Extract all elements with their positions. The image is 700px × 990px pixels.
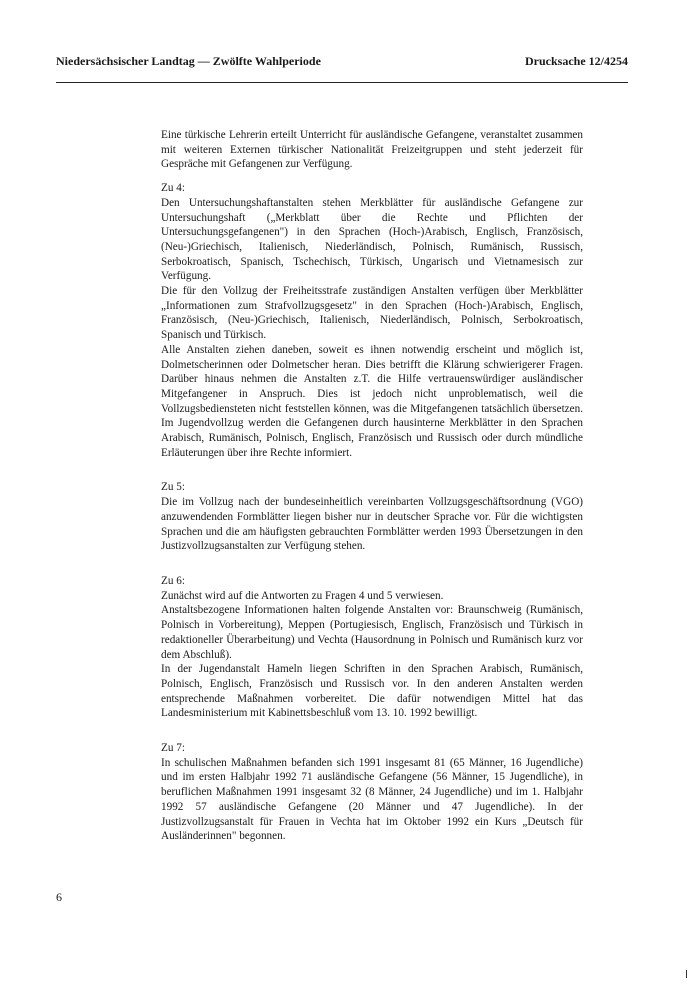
- document-number: Drucksache 12/4254: [525, 54, 628, 68]
- header-title: Niedersächsischer Landtag — Zwölfte Wahlperiode: [56, 54, 321, 68]
- intro-paragraph: Eine türkische Lehrerin erteilt Unterricht für ausländische Gefangene, veranstaltet zusammen mit weiteren Externen türkischer Nationalität Freizeitgruppen und steht jederzeit für Gespräche mit Gefangenen zur Verfügung.: [161, 129, 583, 171]
- section-6-paragraph-3: In der Jugendanstalt Hameln liegen Schriften in den Sprachen Arabisch, Rumänisch, Polnisch, Englisch, Französisch und Russisch vor. In den anderen Anstalten werden entsprechende Maßnahmen vorbereitet. Die dafür notwendigen Mittel hat das Landesministerium mit Kabinettsbeschluß vom 13. 10. 1992 bewilligt.: [161, 663, 583, 720]
- header-rule: [56, 82, 628, 83]
- section-heading-4: Zu 4:: [161, 182, 185, 195]
- section-7-paragraph-1: In schulischen Maßnahmen befanden sich 1991 insgesamt 81 (65 Männer, 16 Jugendliche) und im ersten Halbjahr 1992 71 ausländische Gefangene (56 Männer, 15 Jugendliche), in beruflichen Maßnahmen 1991 insgesamt 32 (8 Männer, 24 Jugendliche) und im 1. Halbjahr 1992 57 ausländische Gefangene (20 Männer und 47 Jugendliche). In der Justizvollzugsanstalt für Frauen in Vechta hat im Oktober 1992 ein Kurs „Deutsch für Ausländerinnen" begonnen.: [161, 756, 583, 843]
- section-heading-7: Zu 7:: [161, 742, 185, 755]
- scan-edge-mark: [686, 970, 687, 978]
- section-6-paragraph-2: Anstaltsbezogene Informationen halten folgende Anstalten vor: Braunschweig (Rumänisch, Polnisch in Vorbereitung), Meppen (Portugiesisch, Englisch, Französisch und Türkisch in redaktioneller Überarbeitung) und Vechta (Hausordnung in Polnisch und Rumänisch kurz vor dem Abschluß).: [161, 604, 583, 661]
- section-6-paragraph-1: Zunächst wird auf die Antworten zu Fragen 4 und 5 verwiesen.: [161, 589, 444, 602]
- section-4-paragraph-1: Den Untersuchungshaftanstalten stehen Merkblätter für ausländische Gefangene zur Untersuchungshaft („Merkblatt über die Rechte und Pflichten der Untersuchungsgefangenen") in den Sprachen (Hoch-)Arabisch, Englisch, Französisch, (Neu-)Griechisch, Italienisch, Niederländisch, Polnisch, Rumänisch, Russisch, Serbokroatisch, Spanisch, Tschechisch, Türkisch, Ungarisch und Vietnamesisch zur Verfügung.: [161, 196, 583, 283]
- document-body: [161, 128, 583, 844]
- section-heading-6: Zu 6:: [161, 574, 185, 587]
- page-number: 6: [56, 890, 62, 904]
- section-4-paragraph-2: Die für den Vollzug der Freiheitsstrafe zuständigen Anstalten verfügen über Merkblätter „Informationen zum Strafvollzugsgesetz" in den Sprachen (Hoch-)Arabisch, Englisch, Französisch, (Neu-)Griechisch, Italienisch, Niederländisch, Polnisch, Serbokroatisch, Spanisch und Türkisch.: [161, 285, 583, 342]
- section-heading-5: Zu 5:: [161, 481, 185, 494]
- section-5-paragraph-1: Die im Vollzug nach der bundeseinheitlich vereinbarten Vollzugsgeschäftsordnung (VGO) anzuwendenden Formblätter liegen bisher nur in deutscher Sprache vor. Für die wichtigsten Sprachen und die am häufigsten gebrauchten Formblätter werden 1993 Übersetzungen in den Justizvollzugsanstalten zur Verfügung stehen.: [161, 496, 583, 553]
- section-4-paragraph-3: Alle Anstalten ziehen daneben, soweit es ihnen notwendig erscheint und möglich ist, Dolmetscherinnen oder Dolmetscher heran. Dies betrifft die Klärung schwierigerer Fragen. Darüber hinaus nehmen die Anstalten z.T. die Hilfe vertrauenswürdiger ausländischer Mitgefangener in Anspruch. Dies ist jedoch nicht unproblematisch, weil die Vollzugsbediensteten nicht feststellen können, was die Mitgefangenen tatsächlich übersetzen. Im Jugendvollzug werden die Gefangenen durch hausinterne Merkblätter in den Sprachen Arabisch, Rumänisch, Polnisch, Englisch, Französisch und Russisch oder durch mündliche Erläuterungen über ihre Rechte informiert.: [161, 343, 583, 459]
